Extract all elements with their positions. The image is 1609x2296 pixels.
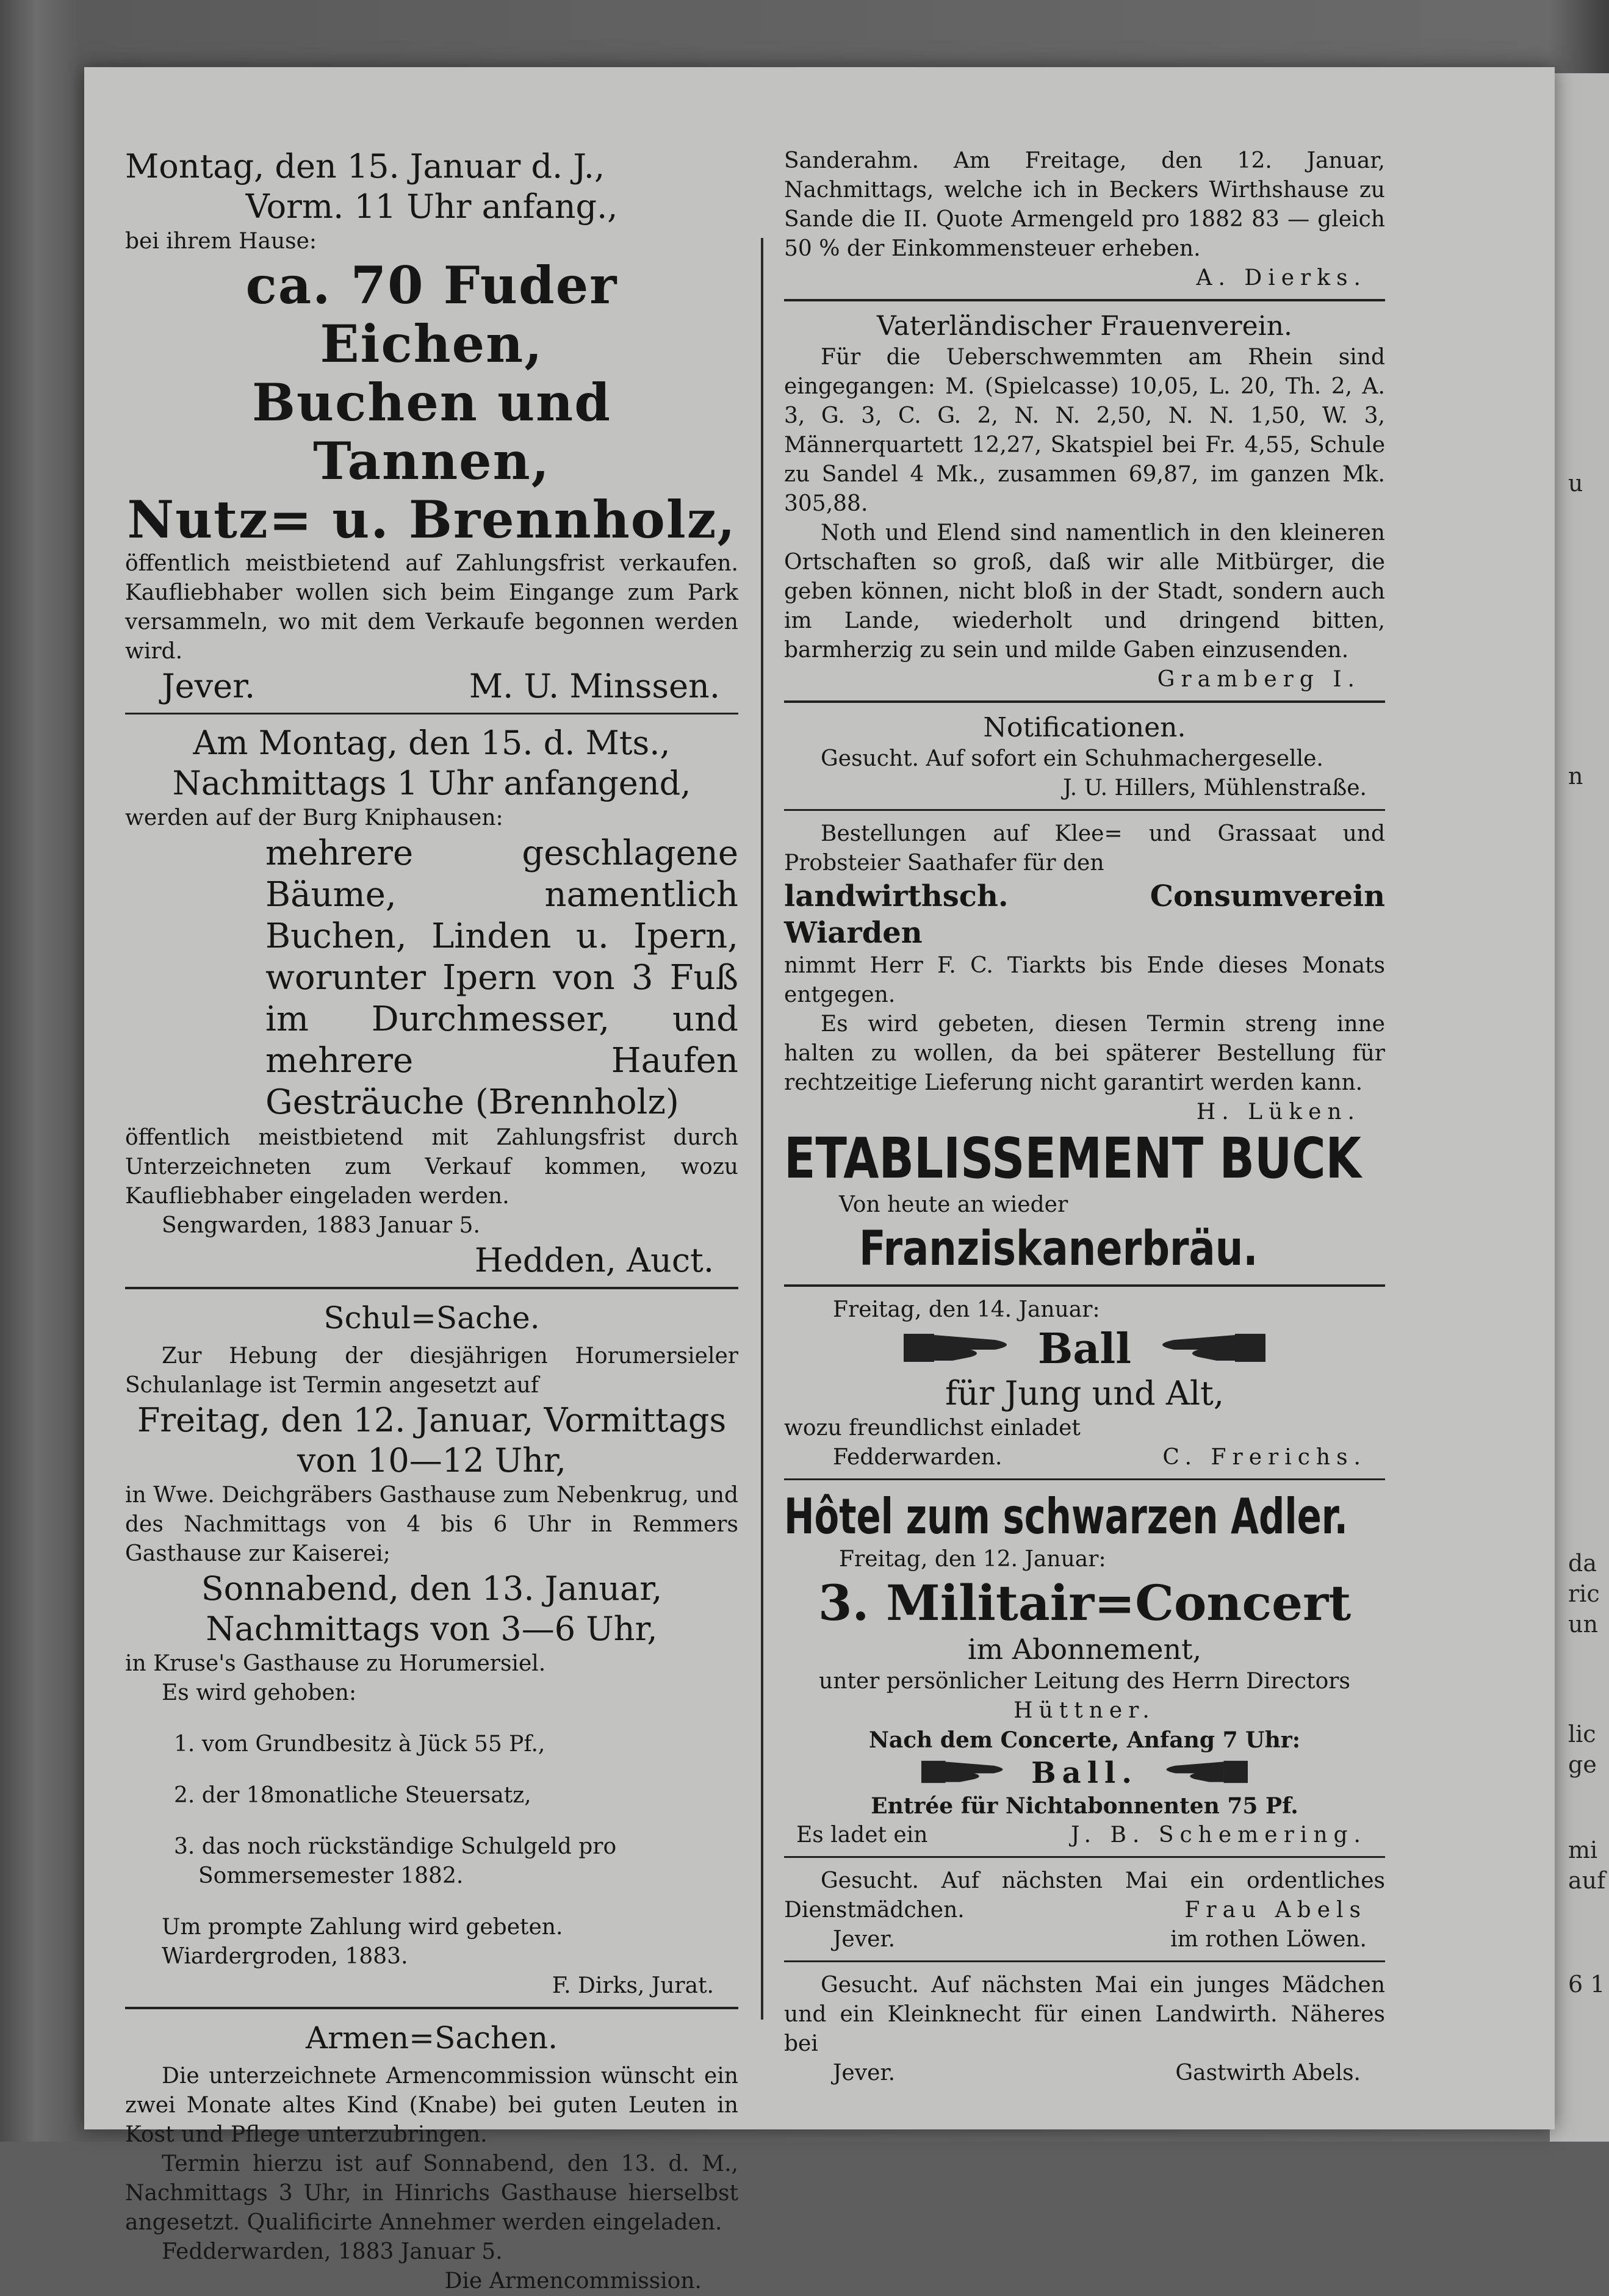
adjacent-page-fragment [1550,73,1609,2142]
ad-signature: Die Armencommission. [444,2269,702,2294]
ad-consumverein [784,819,1385,1127]
ad-date: Freitag, den 12. Januar, Vormittags von 10—12 Uhr, [137,1401,727,1480]
ad-body: Es wird gebeten, diesen Termin streng inne halten zu wollen, da bei späterer Bestellung für rechtzeitige Lieferung nicht garantirt werden kann. [784,1012,1385,1095]
separator-line [784,700,1385,703]
list-item: 3. das noch rückständige Schulgeld pro Sommersemester 1882. [174,1834,617,1888]
ad-ball: Ball [1037,1325,1132,1373]
fragment-text: ge [1568,1751,1597,1778]
ad-date: Freitag, den 14. Januar: [833,1297,1100,1322]
ad-for: für Jung und Alt, [945,1374,1225,1413]
ad-body: Noth und Elend sind namentlich in den kleineren Ortschaften so groß, daß wir alle Mitbürger, die geben können, nicht bloß in der Stadt, sondern auch im Lande, wiederholt und dringend bitten, barmherzig zu sein und milde Gaben einzusenden. [784,520,1385,663]
fragment-text: u [1568,470,1583,497]
right-column [784,146,1385,2088]
separator-line [125,1287,738,1289]
ad-after: Nach dem Concerte, Anfang 7 Uhr: [869,1727,1300,1753]
fragment-text: ric [1568,1580,1600,1607]
left-column [125,146,738,2296]
separator-line [784,1284,1385,1287]
ad-signature: im rothen Löwen. [1170,1927,1367,1952]
ad-dateline: Sengwarden, 1883 Januar 5. [162,1213,480,1238]
ad-ball: Ball. [1031,1756,1138,1790]
ad-intro: Zur Hebung der diesjährigen Horumersieler Schulanlage ist Termin angesetzt auf [125,1344,738,1398]
separator-line [125,713,738,714]
separator-line [784,1478,1385,1480]
ad-signature: Hedden, Auct. [474,1241,714,1279]
pointing-hand-left-icon [1150,1326,1265,1372]
ad-wood-auction-minssen [125,146,738,714]
ad-date: Montag, den 15. Januar d. J., [125,147,605,185]
fragment-text: un [1568,1611,1598,1638]
ad-location: werden auf der Burg Kniphausen: [125,805,503,830]
ad-location: bei ihrem Hause: [125,229,317,254]
fragment-text: n [1568,763,1583,790]
ad-body: Gesucht. Auf nächsten Mai ein junges Mädchen und ein Kleinknecht für einen Landwirth. Näheres bei [784,1973,1385,2056]
ad-signature: J. B. Schemering. [1070,1823,1367,1848]
ad-location: in Kruse's Gasthause zu Horumersiel. [125,1651,546,1676]
ad-invite: wozu freundlichst einladet [784,1416,1081,1441]
ad-body: Gesucht. Auf nächsten Mai ein ordentliches Dienstmädchen. [784,1868,1385,1923]
ad-ball-frerichs [784,1295,1385,1480]
ad-headline: ca. 70 Fuder Eichen, [245,255,618,374]
ad-dateline: Fedderwarden, 1883 Januar 5. [162,2239,503,2264]
ad-school-matter [125,1298,738,2009]
ad-date: Sonnabend, den 13. Januar, Nachmittags von 3—6 Uhr, [201,1569,663,1648]
pointing-hand-right-icon [904,1326,1020,1372]
ad-place: Jever. [833,1927,896,1952]
ad-time: Vorm. 11 Uhr anfang., [245,187,618,226]
ad-signature: H. Lüken. [1196,1099,1361,1125]
fragment-text: da [1568,1550,1597,1577]
ad-body: Die unterzeichnete Armencommission wünscht ein zwei Monate altes Kind (Knabe) bei guten Leuten in Kost und Pflege unterzubringen. [125,2064,738,2147]
ad-heading: Vaterländischer Frauenverein. [876,311,1293,342]
ad-invite: Es ladet ein [796,1823,928,1848]
ad-sub: Von heute an wieder [839,1192,1068,1217]
ad-signature: F. Dirks, Jurat. [552,1973,714,1998]
ad-body: öffentlich meistbietend mit Zahlungsfrist durch Unterzeichneten zum Verkauf kommen, wozu Kaufliebhaber eingeladen werden. [125,1125,738,1209]
separator-line [784,1960,1385,1962]
fragment-text: 6 1 [1568,1971,1605,1998]
fragment-text: lic [1568,1721,1596,1747]
ad-poor-matters [125,2018,738,2296]
ad-place: Fedderwarden. [833,1445,1002,1470]
ad-sanderahm [784,146,1385,301]
ad-product: Franziskanerbräu. [859,1222,1258,1276]
ad-hotel-adler [784,1489,1385,1858]
ad-place: Jever. [162,667,256,705]
ad-signature: Gastwirth Abels. [1175,2060,1361,2085]
ad-signature: C. Frerichs. [1162,1445,1367,1470]
ad-time: Nachmittags 1 Uhr anfangend, [172,764,691,802]
ad-girl-wanted [784,1971,1385,2088]
list-item: 2. der 18monatliche Steuersatz, [174,1783,531,1808]
ad-notifications [784,711,1385,811]
separator-line [125,2007,738,2009]
ad-headline: ETABLISSEMENT BUCK [784,1126,1362,1191]
ad-closing: Um prompte Zahlung wird gebeten. [162,1915,563,1940]
ad-list-intro: Es wird gehoben: [162,1680,357,1705]
ad-place: Jever. [833,2060,896,2085]
ad-dateline: Wiardergroden, 1883. [162,1944,408,1969]
fragment-text: auf [1568,1867,1606,1894]
ad-date: Freitag, den 12. Januar: [839,1547,1106,1572]
ad-tree-auction-kniphausen [125,723,738,1289]
list-item: 1. vom Grundbesitz à Jück 55 Pf., [174,1732,545,1757]
ad-items: mehrere geschlagene Bäume, namentlich Buchen, Linden u. Ipern, worunter Ipern von 3 Fuß im Durchmesser, und mehrere Haufen Gesträuche (Brennholz) [265,833,738,1122]
column-divider [761,238,763,2020]
ad-signature: Gramberg I. [1157,667,1361,692]
separator-line [784,1856,1385,1858]
ad-abo: im Abonnement, [967,1633,1202,1666]
pointing-hand-right-icon [921,1755,1013,1791]
ad-intro: Bestellungen auf Klee= und Grassaat und Probsteier Saathafer für den [784,821,1385,876]
ad-body: Für die Ueberschwemmten am Rhein sind eingegangen: M. (Spielcasse) 10,05, L. 20, Th. 2, A. 3, G. 3, C. G. 2, N. N. 2,50, N. N. 1,50, W. 3, Männerquartett 12,27, Skatspiel bei Fr. 4,55, Schule zu Sandel 4 Mk., zusammen 69,87, im ganzen Mk. 305,88. [784,345,1385,516]
ad-heading: Schul=Sache. [323,1300,540,1336]
ad-lead: unter persönlicher Leitung des Herrn Directors [819,1669,1350,1694]
ad-etablissement-buck [784,1127,1385,1287]
ad-frauenverein [784,310,1385,703]
ad-signature: M. U. Minssen. [469,667,720,705]
ad-heading: Notificationen. [983,712,1186,743]
pointing-hand-left-icon [1156,1755,1248,1791]
separator-line [784,809,1385,811]
ad-heading: Armen=Sachen. [305,2020,558,2056]
ad-concert: 3. Militair=Concert [818,1574,1352,1632]
ad-body: öffentlich meistbietend auf Zahlungsfrist verkaufen. Kaufliebhaber wollen sich beim Eingange zum Park versammeln, wo mit dem Verkaufe begonnen werden wird. [125,551,738,664]
ad-location: in Wwe. Deichgräbers Gasthause zum Nebenkrug, und des Nachmittags von 4 bis 6 Uhr in Remmers Gasthause zur Kaiserei; [125,1483,738,1566]
ad-date: Am Montag, den 15. d. Mts., [193,724,671,762]
ad-entree: Entrée für Nichtabonnenten 75 Pf. [871,1793,1298,1819]
ad-body: Sanderahm. Am Freitage, den 12. Januar, Nachmittags, welche ich in Beckers Wirthshause zu Sande die II. Quote Armengeld pro 1882 83 — gleich 50 % der Einkommensteuer erheben. [784,148,1385,261]
ad-headline: Hôtel zum schwarzen Adler. [784,1488,1348,1545]
ad-signature: A. Dierks. [1196,265,1367,290]
ad-headline: landwirthsch. Consumverein Wiarden [784,879,1385,950]
ad-maid-wanted [784,1866,1385,1962]
ad-body: Termin hierzu ist auf Sonnabend, den 13. d. M., Nachmittags 3 Uhr, in Hinrichs Gasthause hierselbst angesetzt. Qualificirte Annehmer werden eingeladen. [125,2151,738,2235]
ad-director: Hüttner. [1013,1698,1156,1723]
ad-headline: Buchen und Tannen, [252,372,611,491]
ad-headline: Nutz= u. Brennholz, [127,489,736,550]
fragment-text: mi [1568,1837,1598,1863]
separator-line [784,299,1385,301]
ad-signature: Frau Abels [1184,1898,1367,1923]
ad-signature: J. U. Hillers, Mühlenstraße. [1063,776,1367,801]
ad-body: Gesucht. Auf sofort ein Schuhmachergeselle. [821,746,1323,771]
ad-body: nimmt Herr F. C. Tiarkts bis Ende dieses Monats entgegen. [784,953,1385,1007]
